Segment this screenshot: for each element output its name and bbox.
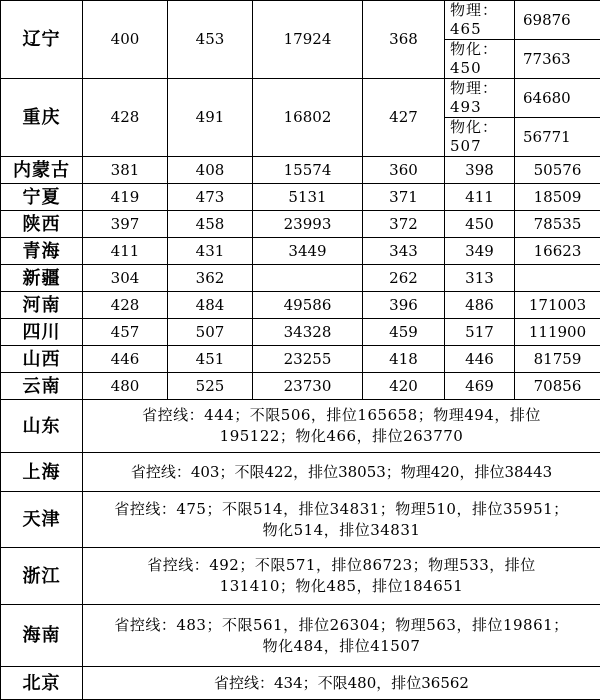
cell-value: 450 <box>445 211 515 238</box>
cell-value: 111900 <box>515 319 600 346</box>
cell-value: 262 <box>363 265 445 292</box>
cutoff-note: 省控线：444；不限506，排位165658；物理494，排位195122；物化466，排位263770 <box>83 400 600 453</box>
table-row <box>1 346 600 373</box>
province-name: 上海 <box>1 453 83 492</box>
cell-value: 398 <box>445 157 515 184</box>
cell-value: 446 <box>83 346 168 373</box>
cell-value: 381 <box>83 157 168 184</box>
cell-value: 70856 <box>515 373 600 400</box>
cutoff-note: 省控线：492；不限571，排位86723；物理533，排位131410；物化485，排位184651 <box>83 548 600 605</box>
table-row <box>1 238 600 265</box>
cutoff-note: 省控线：483；不限561，排位26304；物理563，排位19861；物化484，排位41507 <box>83 605 600 667</box>
province-name: 浙江 <box>1 548 83 605</box>
cell-value: 49586 <box>253 292 363 319</box>
cell-value: 362 <box>168 265 253 292</box>
cell-value: 486 <box>445 292 515 319</box>
table-row <box>1 184 600 211</box>
province-name: 海南 <box>1 605 83 667</box>
subject-rank: 56771 <box>515 118 600 157</box>
cell-value: 78535 <box>515 211 600 238</box>
cell-value: 473 <box>168 184 253 211</box>
subject-score: 物化：450 <box>445 40 515 79</box>
cell-value: 451 <box>168 346 253 373</box>
cell-value: 313 <box>445 265 515 292</box>
cell-value: 34328 <box>253 319 363 346</box>
cell-value: 23730 <box>253 373 363 400</box>
cutoff-note: 省控线：434；不限480，排位36562 <box>83 667 600 700</box>
cell-value: 408 <box>168 157 253 184</box>
table-row <box>1 548 600 605</box>
subject-rank: 64680 <box>515 79 600 118</box>
cell-value: 343 <box>363 238 445 265</box>
cell-value: 458 <box>168 211 253 238</box>
cell-value: 469 <box>445 373 515 400</box>
cell-value: 371 <box>363 184 445 211</box>
cell-value: 459 <box>363 319 445 346</box>
cell-value: 16623 <box>515 238 600 265</box>
cell-value: 18509 <box>515 184 600 211</box>
cell-value: 304 <box>83 265 168 292</box>
subject-rank: 77363 <box>515 40 600 79</box>
table-row <box>1 265 600 292</box>
cell-value: 480 <box>83 373 168 400</box>
province-name: 青海 <box>1 238 83 265</box>
cell-value: 419 <box>83 184 168 211</box>
province-name: 辽宁 <box>1 1 83 79</box>
subject-score: 物理：465 <box>445 1 515 40</box>
cell-value: 507 <box>168 319 253 346</box>
cell-value: 397 <box>83 211 168 238</box>
province-name: 河南 <box>1 292 83 319</box>
cell-value: 453 <box>168 1 253 79</box>
cell-value: 446 <box>445 346 515 373</box>
cell-value: 457 <box>83 319 168 346</box>
table-row <box>1 667 600 700</box>
province-name: 重庆 <box>1 79 83 157</box>
cell-value: 349 <box>445 238 515 265</box>
cell-value: 368 <box>363 1 445 79</box>
cell-value: 396 <box>363 292 445 319</box>
subject-score: 物理：493 <box>445 79 515 118</box>
province-name: 山东 <box>1 400 83 453</box>
cell-value: 372 <box>363 211 445 238</box>
subject-score: 物化：507 <box>445 118 515 157</box>
cell-value: 431 <box>168 238 253 265</box>
province-name: 山西 <box>1 346 83 373</box>
subject-rank: 69876 <box>515 1 600 40</box>
province-name: 宁夏 <box>1 184 83 211</box>
table-row <box>1 373 600 400</box>
province-name: 内蒙古 <box>1 157 83 184</box>
cell-value: 491 <box>168 79 253 157</box>
table-row <box>1 492 600 548</box>
cell-value: 525 <box>168 373 253 400</box>
province-name: 北京 <box>1 667 83 700</box>
cell-value: 81759 <box>515 346 600 373</box>
cutoff-note: 省控线：403；不限422，排位38053；物理420，排位38443 <box>83 453 600 492</box>
table-row <box>1 211 600 238</box>
cell-value: 400 <box>83 1 168 79</box>
table-row <box>1 79 600 118</box>
province-name: 新疆 <box>1 265 83 292</box>
table-row <box>1 292 600 319</box>
province-name: 云南 <box>1 373 83 400</box>
table-row <box>1 319 600 346</box>
cell-value: 16802 <box>253 79 363 157</box>
table-row <box>1 1 600 40</box>
table-row <box>1 605 600 667</box>
cell-value <box>253 265 363 292</box>
cell-value: 428 <box>83 79 168 157</box>
province-name: 陕西 <box>1 211 83 238</box>
cell-value: 23255 <box>253 346 363 373</box>
cell-value: 5131 <box>253 184 363 211</box>
table-row <box>1 453 600 492</box>
cell-value: 360 <box>363 157 445 184</box>
cell-value: 15574 <box>253 157 363 184</box>
cell-value: 17924 <box>253 1 363 79</box>
province-name: 天津 <box>1 492 83 548</box>
cutoff-note: 省控线：475；不限514，排位34831；物理510，排位35951；物化514，排位34831 <box>83 492 600 548</box>
cell-value <box>515 265 600 292</box>
cell-value: 428 <box>83 292 168 319</box>
table-row <box>1 400 600 453</box>
cell-value: 23993 <box>253 211 363 238</box>
cell-value: 50576 <box>515 157 600 184</box>
cell-value: 3449 <box>253 238 363 265</box>
cell-value: 427 <box>363 79 445 157</box>
province-name: 四川 <box>1 319 83 346</box>
cell-value: 517 <box>445 319 515 346</box>
cell-value: 411 <box>445 184 515 211</box>
cell-value: 171003 <box>515 292 600 319</box>
cell-value: 484 <box>168 292 253 319</box>
cell-value: 420 <box>363 373 445 400</box>
table-row <box>1 157 600 184</box>
cell-value: 418 <box>363 346 445 373</box>
cell-value: 411 <box>83 238 168 265</box>
